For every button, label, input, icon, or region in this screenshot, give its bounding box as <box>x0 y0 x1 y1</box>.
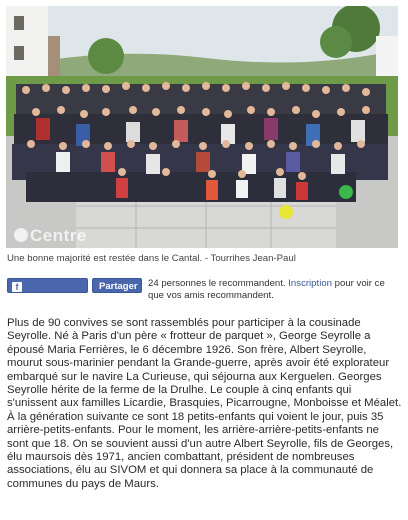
group-photo <box>6 6 398 248</box>
facebook-recommend-button[interactable] <box>7 278 88 307</box>
share-label: Partager <box>99 281 138 292</box>
signup-link[interactable]: Inscription <box>288 278 332 289</box>
centre-logo-icon <box>14 228 28 242</box>
signup-suffix: pour voir ce que vos amis recommandent. <box>148 278 385 301</box>
photo-caption: Une bonne majorité est restée dans le Cantal. - Tourrihes Jean-Paul <box>7 253 296 264</box>
watermark-text: Centre <box>30 226 87 245</box>
recommend-label: Recommander <box>12 296 78 307</box>
group-photo-illustration <box>6 6 398 248</box>
facebook-share-button[interactable] <box>92 278 142 293</box>
social-share-bar <box>7 276 401 307</box>
photo-watermark <box>14 226 87 246</box>
recommend-count-text <box>148 278 398 301</box>
recommend-count: 24 personnes le recommandent. <box>148 278 286 289</box>
article-body: Plus de 90 convives se sont rassemblés pour participer à la cousinade Seyrolle. Né à Paris d'un père « frotteur de parquet », George Seyrolle a épousé Maria Ferrières, le 6 décembre 1926. Son frère, Albert Seyrolle, mourut sous-marinier pendant la Grande-guerre, après avoir été explorateur embarqué sur le navire La Curieuse, qui séjourna aux Kerguelen. Georges Seyrolle hérite de la ferme de la Drulhe. Le couple à cinq enfants qui s'unissent aux familles Licardie, Brasquies, Picarrougne, Monboisse et Méalet. À la génération suivante ce sont 18 petits-enfants qui voient le jour, puis 35 arrière-petits-enfants. Pour le moment, les arrière-arrière-petits-enfants ne sont que 18. On se souvient aussi d'un autre Albert Seyrolle, fils de Georges, élu maursois dès 1971, ancien combattant, président de nombreuses associations, élu au SIVOM et qui donnera sa place à la communauté de communes du pays de Maurs. <box>7 317 402 490</box>
facebook-icon: f <box>12 282 22 292</box>
